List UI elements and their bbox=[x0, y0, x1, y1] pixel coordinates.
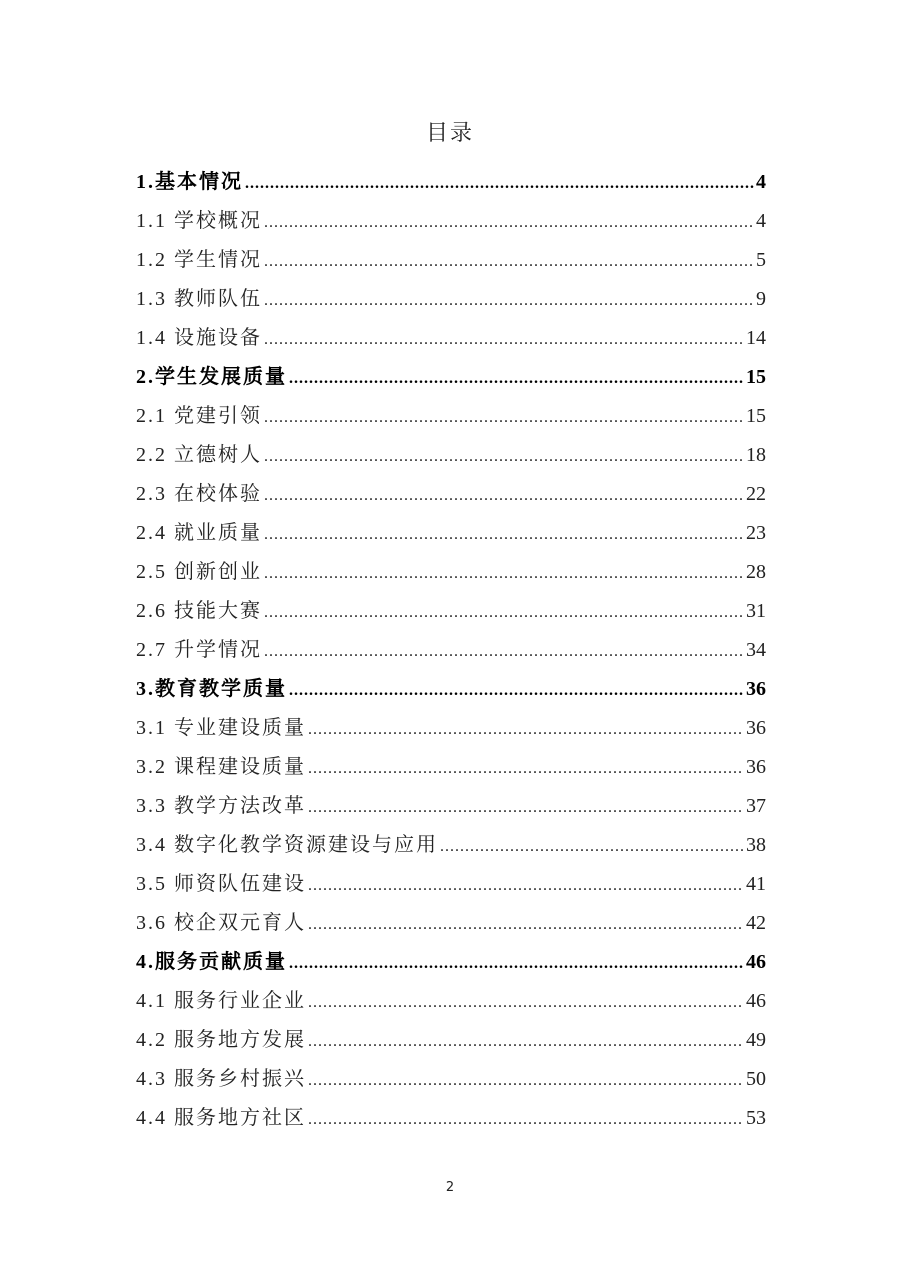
dot-leader bbox=[264, 515, 744, 554]
toc-entry-label: 4.2 服务地方发展 bbox=[136, 1029, 306, 1051]
toc-entry-label: 3.6 校企双元育人 bbox=[136, 912, 306, 934]
toc-entry-label: 1.基本情况 bbox=[136, 171, 243, 193]
toc-title: 目录 bbox=[425, 120, 474, 145]
toc-entry-label: 2.7 升学情况 bbox=[136, 639, 262, 661]
toc-entry-page: 4 bbox=[756, 210, 766, 232]
dot-leader bbox=[264, 476, 744, 515]
toc-entry-page: 14 bbox=[746, 327, 766, 349]
toc-entry-label: 1.2 学生情况 bbox=[136, 249, 262, 271]
toc-entry-page: 36 bbox=[746, 678, 766, 700]
dot-leader bbox=[308, 749, 744, 788]
toc-entry-label: 1.1 学校概况 bbox=[136, 210, 262, 232]
toc-entry-page: 46 bbox=[746, 990, 766, 1012]
toc-entry-page: 37 bbox=[746, 795, 766, 817]
dot-leader bbox=[264, 398, 744, 437]
toc-entry-label: 4.1 服务行业企业 bbox=[136, 990, 306, 1012]
toc-entry[interactable] bbox=[136, 865, 766, 904]
dot-leader bbox=[308, 1100, 744, 1139]
table-of-contents bbox=[136, 163, 766, 1138]
toc-entry[interactable] bbox=[136, 670, 766, 709]
toc-entry[interactable] bbox=[136, 319, 766, 358]
toc-entry[interactable] bbox=[136, 358, 766, 397]
toc-entry-label: 3.1 专业建设质量 bbox=[136, 717, 306, 739]
toc-entry-page: 22 bbox=[746, 483, 766, 505]
toc-entry[interactable] bbox=[136, 553, 766, 592]
toc-entry-label: 2.1 党建引领 bbox=[136, 405, 262, 427]
toc-entry-page: 15 bbox=[746, 366, 766, 388]
dot-leader bbox=[289, 944, 744, 983]
toc-entry-label: 1.4 设施设备 bbox=[136, 327, 262, 349]
dot-leader bbox=[308, 1022, 744, 1061]
toc-entry-page: 42 bbox=[746, 912, 766, 934]
toc-entry[interactable] bbox=[136, 397, 766, 436]
toc-entry-label: 1.3 教师队伍 bbox=[136, 288, 262, 310]
toc-entry-label: 3.5 师资队伍建设 bbox=[136, 873, 306, 895]
toc-entry[interactable] bbox=[136, 982, 766, 1021]
toc-entry-label: 2.6 技能大赛 bbox=[136, 600, 262, 622]
toc-entry-page: 18 bbox=[746, 444, 766, 466]
toc-entry-label: 3.教育教学质量 bbox=[136, 678, 287, 700]
toc-entry[interactable] bbox=[136, 202, 766, 241]
toc-entry[interactable] bbox=[136, 709, 766, 748]
toc-entry[interactable] bbox=[136, 475, 766, 514]
toc-entry-page: 28 bbox=[746, 561, 766, 583]
dot-leader bbox=[308, 788, 744, 827]
toc-entry-label: 3.2 课程建设质量 bbox=[136, 756, 306, 778]
toc-entry-page: 5 bbox=[756, 249, 766, 271]
toc-entry[interactable] bbox=[136, 163, 766, 202]
toc-entry-label: 4.4 服务地方社区 bbox=[136, 1107, 306, 1129]
toc-entry-label: 4.服务贡献质量 bbox=[136, 951, 287, 973]
dot-leader bbox=[264, 554, 744, 593]
dot-leader bbox=[289, 359, 744, 398]
toc-entry[interactable] bbox=[136, 631, 766, 670]
dot-leader bbox=[264, 593, 744, 632]
page-number: 2 bbox=[445, 1180, 455, 1195]
toc-entry[interactable] bbox=[136, 1099, 766, 1138]
toc-entry-label: 2.2 立德树人 bbox=[136, 444, 262, 466]
toc-entry-label: 4.3 服务乡村振兴 bbox=[136, 1068, 306, 1090]
toc-entry[interactable] bbox=[136, 241, 766, 280]
toc-entry-page: 23 bbox=[746, 522, 766, 544]
toc-entry[interactable] bbox=[136, 748, 766, 787]
dot-leader bbox=[289, 671, 744, 710]
toc-entry-page: 4 bbox=[756, 171, 766, 193]
dot-leader bbox=[308, 710, 744, 749]
toc-entry-page: 50 bbox=[746, 1068, 766, 1090]
toc-entry-page: 36 bbox=[746, 717, 766, 739]
dot-leader bbox=[264, 632, 744, 671]
dot-leader bbox=[440, 827, 744, 866]
dot-leader bbox=[308, 866, 744, 905]
toc-entry[interactable] bbox=[136, 436, 766, 475]
toc-entry-page: 36 bbox=[746, 756, 766, 778]
dot-leader bbox=[308, 905, 744, 944]
dot-leader bbox=[264, 281, 754, 320]
toc-entry-label: 2.学生发展质量 bbox=[136, 366, 287, 388]
toc-entry[interactable] bbox=[136, 826, 766, 865]
toc-entry-page: 38 bbox=[746, 834, 766, 856]
toc-entry[interactable] bbox=[136, 904, 766, 943]
dot-leader bbox=[308, 1061, 744, 1100]
toc-entry-page: 15 bbox=[746, 405, 766, 427]
toc-entry-label: 3.3 教学方法改革 bbox=[136, 795, 306, 817]
toc-entry[interactable] bbox=[136, 514, 766, 553]
dot-leader bbox=[264, 242, 754, 281]
dot-leader bbox=[264, 203, 754, 242]
toc-entry-page: 31 bbox=[746, 600, 766, 622]
dot-leader bbox=[264, 320, 744, 359]
toc-entry-page: 49 bbox=[746, 1029, 766, 1051]
dot-leader bbox=[264, 437, 744, 476]
toc-entry[interactable] bbox=[136, 1060, 766, 1099]
toc-entry-page: 46 bbox=[746, 951, 766, 973]
toc-entry[interactable] bbox=[136, 1021, 766, 1060]
toc-entry-page: 53 bbox=[746, 1107, 766, 1129]
toc-entry-label: 2.5 创新创业 bbox=[136, 561, 262, 583]
toc-entry[interactable] bbox=[136, 787, 766, 826]
dot-leader bbox=[245, 164, 754, 203]
toc-entry[interactable] bbox=[136, 280, 766, 319]
toc-entry-page: 9 bbox=[756, 288, 766, 310]
toc-entry[interactable] bbox=[136, 943, 766, 982]
toc-entry-label: 2.3 在校体验 bbox=[136, 483, 262, 505]
dot-leader bbox=[308, 983, 744, 1022]
toc-entry-label: 2.4 就业质量 bbox=[136, 522, 262, 544]
toc-entry-page: 34 bbox=[746, 639, 766, 661]
toc-entry-label: 3.4 数字化教学资源建设与应用 bbox=[136, 834, 438, 856]
toc-entry-page: 41 bbox=[746, 873, 766, 895]
toc-entry[interactable] bbox=[136, 592, 766, 631]
